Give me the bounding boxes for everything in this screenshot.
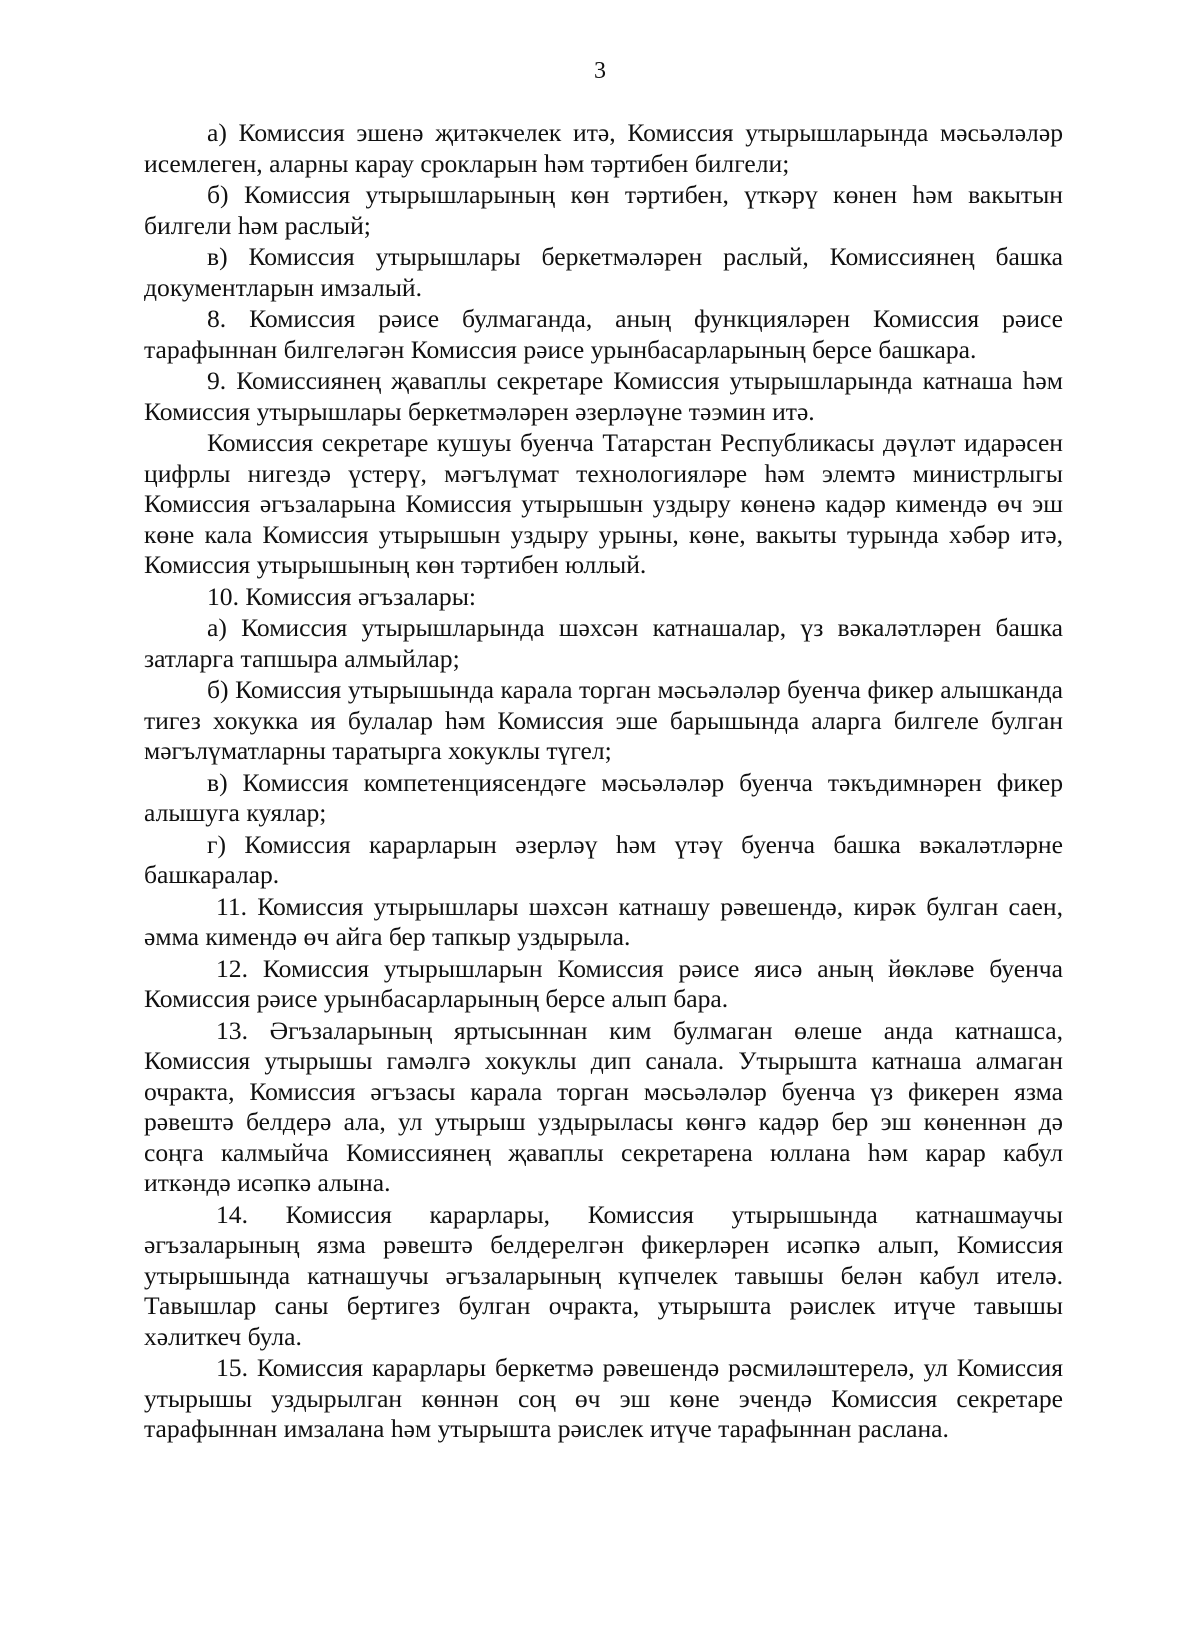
paragraph-section-14: 14. Комиссия карарлары, Комиссия утырышында катнашмаучы әгъзаларының язма рәвештә белдерелгән фикерләрен исәпкә алып, Комиссия утырышында катнашучы әгъзаларының күпчелек тавышы белән кабул ителә. Тавышлар саны бертигез булган очракта, утырышта рәислек итүче тавышы хәлиткеч була.: [144, 1199, 1063, 1351]
paragraph-section-13: 13. Әгъзаларының яртысыннан ким булмаган өлеше анда катнашса, Комиссия утырышы гамәлгә хокуклы дип санала. Утырышта катнаша алмаган очракта, Комиссия әгъзасы карала торган мәсьәләләр буенча үз фикерен язма рәвештә белдерә ала, ул утырыш уздырыласы көнгә кадәр бер эш көненнән дә соңга калмыйча Комиссиянең җаваплы секретарена юллана һәм карар кабул иткәндә исәпкә алына.: [144, 1015, 1063, 1197]
paragraph-section-9: 9. Комиссиянең җаваплы секретаре Комиссия утырышларында катнаша һәм Комиссия утырышлары беркетмәләрен әзерләүне тәэмин итә.: [144, 366, 1063, 426]
document-body: [144, 118, 1063, 1445]
paragraph-members-v: в) Комиссия компетенциясендәге мәсьәләләр буенча тәкъдимнәрен фикер алышуга куялар;: [144, 767, 1063, 827]
paragraph-section-11: 11. Комиссия утырышлары шәхсән катнашу рәвешендә, кирәк булган саен, әмма кимендә өч айга бер тапкыр уздырыла.: [144, 891, 1063, 951]
paragraph-members-a: а) Комиссия утырышларында шәхсән катнашалар, үз вәкаләтләрен башка затларга тапшыра алмыйлар;: [144, 613, 1063, 673]
paragraph-section-10: 10. Комиссия әгъзалары:: [207, 581, 476, 611]
paragraph-members-b: б) Комиссия утырышында карала торган мәсьәләләр буенча фикер алышканда тигез хокукка ия булалар һәм Комиссия эше барышында аларга билгеле булган мәгълүматларны таратырга хокуклы түгел;: [144, 675, 1063, 765]
page-number: 3: [594, 58, 606, 84]
paragraph-section-12: 12. Комиссия утырышларын Комиссия рәисе яисә аның йөкләве буенча Комиссия рәисе урынбасарларының берсе алып бара.: [144, 953, 1063, 1013]
paragraph-item-v: в) Комиссия утырышлары беркетмәләрен раслый, Комиссиянең башка документларын имзалый.: [144, 242, 1063, 302]
paragraph-item-a: а) Комиссия эшенә җитәкчелек итә, Комиссия утырышларында мәсьәләләр исемлеген, аларны карау срокларын һәм тәртибен билгели;: [144, 118, 1063, 178]
paragraph-section-15: 15. Комиссия карарлары беркетмә рәвешендә рәсмиләштерелә, ул Комиссия утырышы уздырылган көннән соң өч эш көне эчендә Комиссия секретаре тарафыннан имзалана һәм утырышта рәислек итүче тарафыннан раслана.: [144, 1353, 1063, 1443]
paragraph-item-b: б) Комиссия утырышларының көн тәртибен, үткәрү көнен һәм вакытын билгели һәм раслый;: [144, 180, 1063, 240]
paragraph-secretary-notice: Комиссия секретаре кушуы буенча Татарстан Республикасы дәүләт идарәсен цифрлы нигездә үстерү, мәгълүмат технологияләре һәм элемтә министрлыгы Комиссия әгъзаларына Комиссия утырышын уздыру көненә кадәр кимендә өч эш көне кала Комиссия утырышын уздыру урыны, көне, вакыты турында хәбәр итә, Комиссия утырышының көн тәртибен юллый.: [144, 428, 1063, 579]
paragraph-section-8: 8. Комиссия рәисе булмаганда, аның функцияләрен Комиссия рәисе тарафыннан билгеләгән Комиссия рәисе урынбасарларының берсе башкара.: [144, 304, 1063, 364]
paragraph-members-g: г) Комиссия карарларын әзерләү һәм үтәү буенча башка вәкаләтләрне башкаралар.: [144, 829, 1063, 889]
